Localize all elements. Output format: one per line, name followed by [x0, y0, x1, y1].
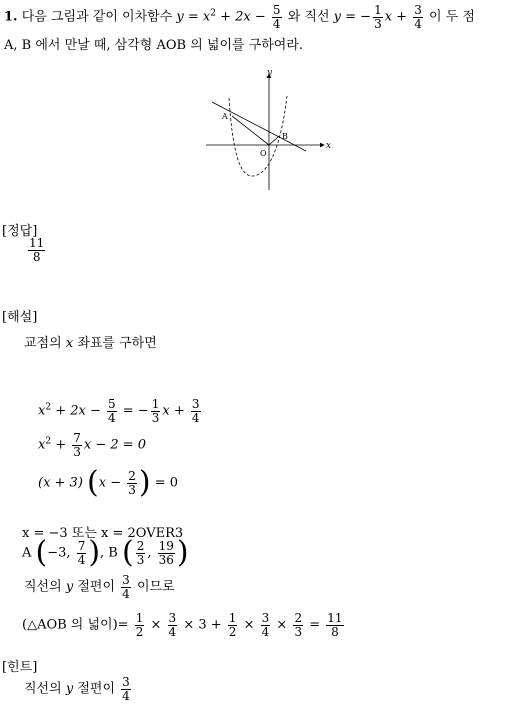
problem-intro: 다음 그림과 같이 이차함수: [21, 9, 173, 25]
fraction: $\frac{1}{2}$: [228, 611, 237, 639]
problem-line-2: A, B 에서 만날 때, 삼각형 AOB 의 넓이를 구하여라.: [4, 38, 304, 53]
line-lhs: y = −: [333, 9, 372, 25]
fraction: $\frac{2}{3}$: [136, 538, 145, 567]
fraction: $\frac{2}{3}$: [294, 611, 303, 639]
fraction: $\frac{11}{8}$: [327, 611, 343, 639]
fraction: $\frac{3}{4}$: [414, 3, 422, 31]
fraction: $\frac{3}{4}$: [191, 397, 200, 425]
answer-value: [26, 237, 47, 263]
x-axis-label: x: [326, 141, 332, 151]
y-axis-label: y: [267, 68, 273, 78]
func-mid: + 2x −: [215, 9, 266, 25]
fraction: $\frac{11}{8}$: [29, 236, 45, 264]
problem-tail: 이 두 점: [428, 9, 475, 25]
point-b-label: B: [282, 132, 288, 141]
fraction: $\frac{3}{4}$: [122, 675, 130, 703]
intercept-line: 직선의 y 절편이 $\frac{3}{4}$ 이므로: [24, 573, 175, 601]
points-line: A (−3, $\frac{7}{4}$ ), B ( $\frac{2}{3}$ , $\frac{19}{36}$ ): [22, 535, 189, 570]
fraction: $\frac{3}{4}$: [168, 611, 177, 639]
hint-line: 직선의 y 절편이 $\frac{3}{4}$: [24, 675, 130, 703]
origin-label: O: [260, 149, 267, 158]
fraction: $\frac{1}{3}$: [374, 3, 382, 31]
segment-oa: [232, 116, 269, 145]
hint-heading: [힌트]: [2, 660, 38, 675]
equation-2: $x^2$ + $\frac{7}{3}$ x − 2 = 0: [38, 431, 147, 459]
fraction: $\frac{7}{3}$: [73, 431, 81, 459]
and-line-text: 와 직선: [287, 9, 330, 25]
func-lhs: y = x: [176, 9, 211, 25]
fraction: $\frac{5}{4}$: [272, 3, 281, 31]
fraction: $\frac{7}{4}$: [77, 538, 86, 567]
fraction: $\frac{3}{4}$: [261, 611, 270, 639]
solution-intro: 교점의 x 좌표를 구하면: [24, 336, 157, 351]
equation-1: $x^2 + 2x$ − $\frac{5}{4}$ = − $\frac{1}{3}$ x + $\frac{3}{4}$: [38, 397, 200, 425]
function-graph: [200, 64, 340, 196]
fraction: $\frac{3}{4}$: [122, 573, 130, 601]
solution-heading: [해설]: [2, 310, 38, 325]
line-mid: x +: [384, 9, 408, 25]
line-ab: [212, 102, 306, 151]
fraction: $\frac{19}{36}$: [158, 538, 174, 567]
problem-line-1: 1. 다음 그림과 같이 이차함수 $y = x^2 + 2x$ − $\frac{5}{4}$ 와 직선 y = − $\frac{1}{3}$ x + $\frac{3}{4}$ 이 두 점: [4, 3, 475, 31]
problem-number: 1.: [4, 9, 18, 25]
point-a-label: A: [222, 112, 228, 121]
fraction: $\frac{2}{3}$: [128, 468, 136, 497]
fraction: $\frac{1}{3}$: [151, 397, 160, 425]
fraction: $\frac{5}{4}$: [108, 397, 116, 425]
answer-heading: [정답]: [2, 224, 38, 239]
fraction: $\frac{1}{2}$: [135, 611, 144, 639]
equation-3: (x + 3) (x − $\frac{2}{3}$ ) = 0: [38, 465, 179, 500]
roots-line: x = −3 또는 x = 2OVER3: [22, 526, 184, 541]
area-line: (△AOB 의 넓이)= $\frac{1}{2}$ × $\frac{3}{4}$ × 3 + $\frac{1}{2}$ × $\frac{3}{4}$ × $\frac{2}{3}$ = $\frac{11}{8}$: [22, 611, 343, 639]
segment-ob: [269, 136, 279, 145]
